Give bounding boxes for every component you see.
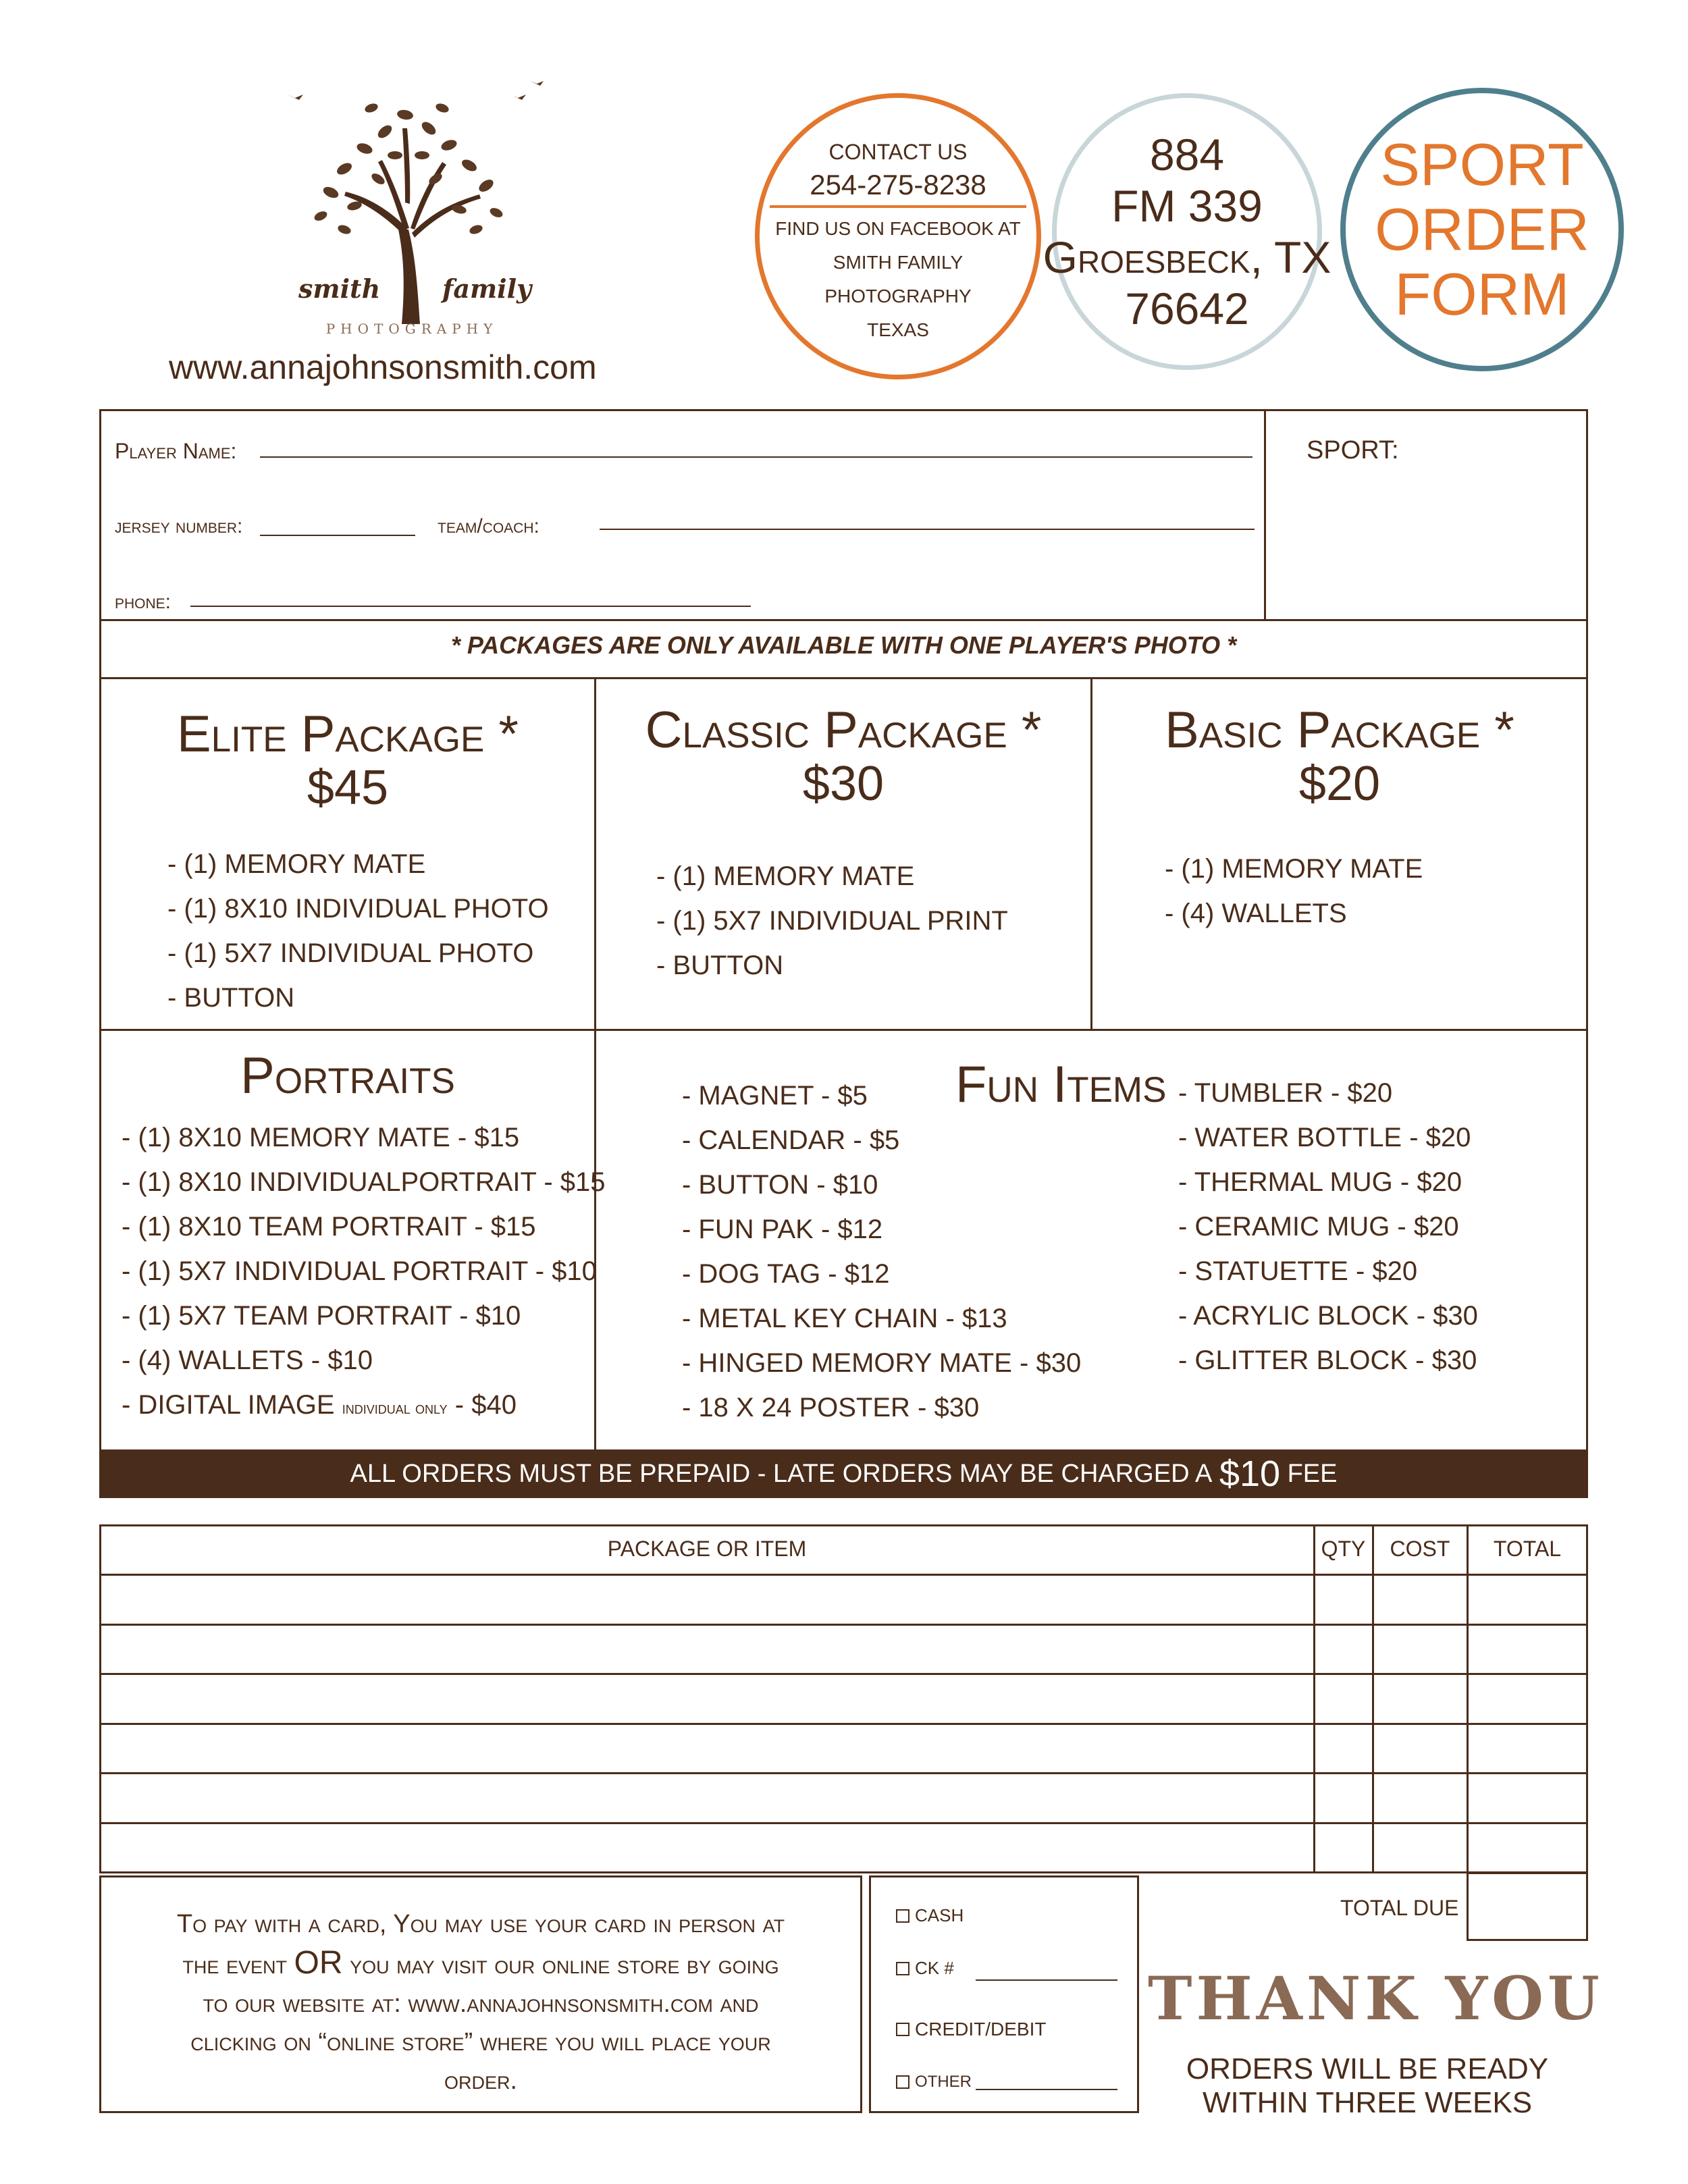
list-item: - ACRYLIC BLOCK - $30 [1178, 1301, 1478, 1331]
digital-image-note: individual only [342, 1397, 448, 1418]
other-payment-input[interactable] [976, 2089, 1117, 2090]
payment-check-label: CK # [915, 1958, 954, 1978]
elite-package-title: Elite Package * [176, 705, 519, 763]
list-item: - (4) WALLETS - $10 [122, 1346, 373, 1375]
payment-note-line-2 [101, 1944, 860, 1985]
payment-note-line-3: to our website at: www.annajohnsonsmith.com and [203, 1990, 759, 2018]
banner-fee: $10 [1219, 1454, 1281, 1494]
list-item: - (1) 5X7 INDIVIDUAL PHOTO [167, 938, 534, 968]
list-item: - (1) MEMORY MATE [167, 849, 426, 879]
payment-credit-label: CREDIT/DEBIT [915, 2019, 1047, 2040]
sport-label: SPORT: [1307, 436, 1399, 464]
header-qty: QTY [1321, 1537, 1366, 1561]
logo [270, 68, 554, 344]
packages-bottom-line [101, 1029, 1587, 1031]
address-line-2: FM 339 [1111, 181, 1263, 231]
address-circle [1043, 93, 1331, 370]
list-item: - CALENDAR - $5 [682, 1125, 900, 1155]
elite-package [101, 705, 594, 815]
list-item: - 18 X 24 POSTER - $30 [682, 1393, 980, 1422]
payment-credit[interactable] [896, 2019, 1046, 2040]
payment-other-label: OTHER [915, 2073, 972, 2091]
logo-name-right: family [442, 273, 532, 304]
payment-cash-label: CASH [915, 1905, 964, 1925]
digital-image-price: - $40 [454, 1390, 517, 1420]
checkbox-icon[interactable] [896, 2023, 909, 2036]
header-cost: COST [1390, 1537, 1450, 1561]
thank-you: THANK YOU [1148, 1963, 1604, 2033]
list-item: - (1) 5X7 INDIVIDUAL PRINT [656, 906, 1008, 936]
address-line-4: 76642 [1125, 284, 1249, 334]
contact-circle [755, 93, 1041, 379]
table-row [101, 1822, 1587, 1824]
player-name-label: Player Name: [115, 439, 237, 463]
facebook-line-4: TEXAS [867, 319, 929, 340]
player-name-input[interactable] [260, 456, 1252, 458]
ready-line-2: WITHIN THREE WEEKS [1202, 2086, 1533, 2119]
list-item: - BUTTON - $10 [682, 1170, 878, 1200]
facebook-line-2: SMITH FAMILY [833, 251, 964, 273]
classic-package-items [656, 854, 1008, 988]
classic-package-title: Classic Package * [645, 701, 1042, 759]
list-item: - STATUETTE - $20 [1178, 1256, 1418, 1286]
contact-phone[interactable]: 254-275-8238 [810, 168, 986, 201]
jersey-label: jersey number: [115, 515, 243, 537]
checkbox-icon[interactable] [896, 1909, 909, 1923]
elite-package-items [167, 842, 549, 1020]
portraits-title: Portraits [240, 1047, 455, 1104]
banner-suffix: FEE [1287, 1459, 1338, 1488]
list-item: - METAL KEY CHAIN - $13 [682, 1304, 1007, 1333]
team-coach-input[interactable] [600, 529, 1255, 530]
list-item: - (1) MEMORY MATE [656, 861, 915, 891]
table-row [101, 1673, 1587, 1675]
payment-note-or: OR [294, 1945, 343, 1981]
fun-items-left-list [682, 1073, 1081, 1430]
table-row [101, 1723, 1587, 1725]
payment-note-line-1: To pay with a card, You may use your card in person at [176, 1910, 785, 1938]
total-due-label: TOTAL DUE [1340, 1896, 1459, 1920]
list-item: - BUTTON [656, 951, 784, 980]
digital-image-label: - DIGITAL IMAGE [122, 1390, 335, 1420]
checkbox-icon[interactable] [896, 1962, 909, 1975]
portraits-list [122, 1115, 606, 1430]
list-item: - (1) 8X10 INDIVIDUALPORTRAIT - $15 [122, 1167, 606, 1197]
table-row [101, 1574, 1587, 1576]
basic-package [1092, 703, 1587, 811]
address-line-1: 884 [1149, 130, 1225, 180]
facebook-line-3: PHOTOGRAPHY [824, 285, 972, 307]
basic-package-title: Basic Package * [1165, 701, 1514, 759]
contact-divider [770, 205, 1026, 208]
list-item: - (4) WALLETS [1165, 899, 1347, 928]
contact-title: CONTACT US [828, 139, 968, 164]
list-item: - (1) 8X10 MEMORY MATE - $15 [122, 1123, 520, 1152]
address-line-3: Groesbeck, TX [1043, 232, 1331, 282]
payment-note-line-5: order. [444, 2067, 518, 2095]
logo-subtitle: PHOTOGRAPHY [325, 321, 498, 337]
phone-input[interactable] [190, 606, 751, 607]
payment-note [101, 1905, 860, 2100]
list-item: - CERAMIC MUG - $20 [1178, 1212, 1459, 1242]
ready-line-1: ORDERS WILL BE READY [1186, 2052, 1549, 2085]
check-number-input[interactable] [976, 1979, 1117, 1981]
sport-divider [1264, 410, 1266, 620]
packages-note: * PACKAGES ARE ONLY AVAILABLE WITH ONE PLAYER'S PHOTO * [450, 631, 1237, 659]
list-item: - BUTTON [167, 983, 295, 1013]
logo-name-left: smith [298, 273, 381, 304]
form-title-line-1: SPORT [1380, 131, 1584, 198]
cost-col-divider [1372, 1524, 1374, 1873]
classic-package-price: $30 [802, 756, 885, 811]
banner-text: ALL ORDERS MUST BE PREPAID - LATE ORDERS MAY BE CHARGED A [350, 1459, 1213, 1488]
payment-note-event: the event [182, 1951, 287, 1979]
table-row [101, 1624, 1587, 1626]
basic-package-items [1165, 847, 1423, 936]
payment-other[interactable] [896, 2073, 972, 2092]
fun-items-right-list [1178, 1071, 1478, 1383]
elite-package-price: $45 [307, 760, 389, 815]
form-title-line-3: FORM [1394, 261, 1570, 327]
list-item: - (1) 5X7 TEAM PORTRAIT - $10 [122, 1301, 521, 1331]
team-coach-label: team/coach: [438, 515, 539, 537]
payment-note-store: you may visit our online store by going [350, 1951, 779, 1979]
basic-package-price: $20 [1298, 756, 1381, 811]
order-table [99, 1524, 1588, 1873]
total-due-box[interactable] [1467, 1872, 1588, 1941]
prepaid-banner [99, 1449, 1588, 1498]
table-row [101, 1772, 1587, 1774]
classic-package [596, 703, 1090, 811]
list-item: - HINGED MEMORY MATE - $30 [682, 1348, 1082, 1378]
payment-note-line-4: clicking on “online store” where you will place your [190, 2028, 771, 2056]
list-item: - GLITTER BLOCK - $30 [1178, 1346, 1477, 1375]
list-item: - (1) MEMORY MATE [1165, 854, 1423, 884]
list-item: - FUN PAK - $12 [682, 1215, 883, 1244]
checkbox-icon[interactable] [896, 2075, 909, 2089]
phone-label: phone: [115, 591, 172, 613]
ready-note [1148, 2052, 1587, 2120]
list-item: - THERMAL MUG - $20 [1178, 1167, 1462, 1197]
facebook-line-1: FIND US ON FACEBOOK AT [775, 217, 1021, 239]
list-item: - WATER BOTTLE - $20 [1178, 1123, 1471, 1152]
payment-cash[interactable] [896, 1905, 964, 1926]
list-item: - (1) 5X7 INDIVIDUAL PORTRAIT - $10 [122, 1256, 597, 1286]
qty-col-divider [1313, 1524, 1315, 1873]
payment-check[interactable] [896, 1958, 954, 1979]
list-item-digital [122, 1383, 606, 1430]
info-bottom-line [101, 619, 1587, 621]
form-title-line-2: ORDER [1375, 196, 1589, 263]
list-item: - (1) 8X10 INDIVIDUAL PHOTO [167, 894, 549, 924]
fun-items-title: Fun Items [955, 1056, 1167, 1113]
header-package-or-item: PACKAGE OR ITEM [607, 1537, 807, 1561]
jersey-number-input[interactable] [260, 535, 415, 536]
header-total: TOTAL [1493, 1537, 1562, 1561]
form-title-circle [1340, 88, 1624, 371]
list-item: - TUMBLER - $20 [1178, 1078, 1393, 1108]
list-item: - DOG TAG - $12 [682, 1259, 890, 1289]
website-url[interactable]: www.annajohnsonsmith.com [169, 348, 597, 386]
list-item: - (1) 8X10 TEAM PORTRAIT - $15 [122, 1212, 536, 1242]
note-bottom-line [101, 677, 1587, 679]
list-item: - MAGNET - $5 [682, 1081, 868, 1111]
